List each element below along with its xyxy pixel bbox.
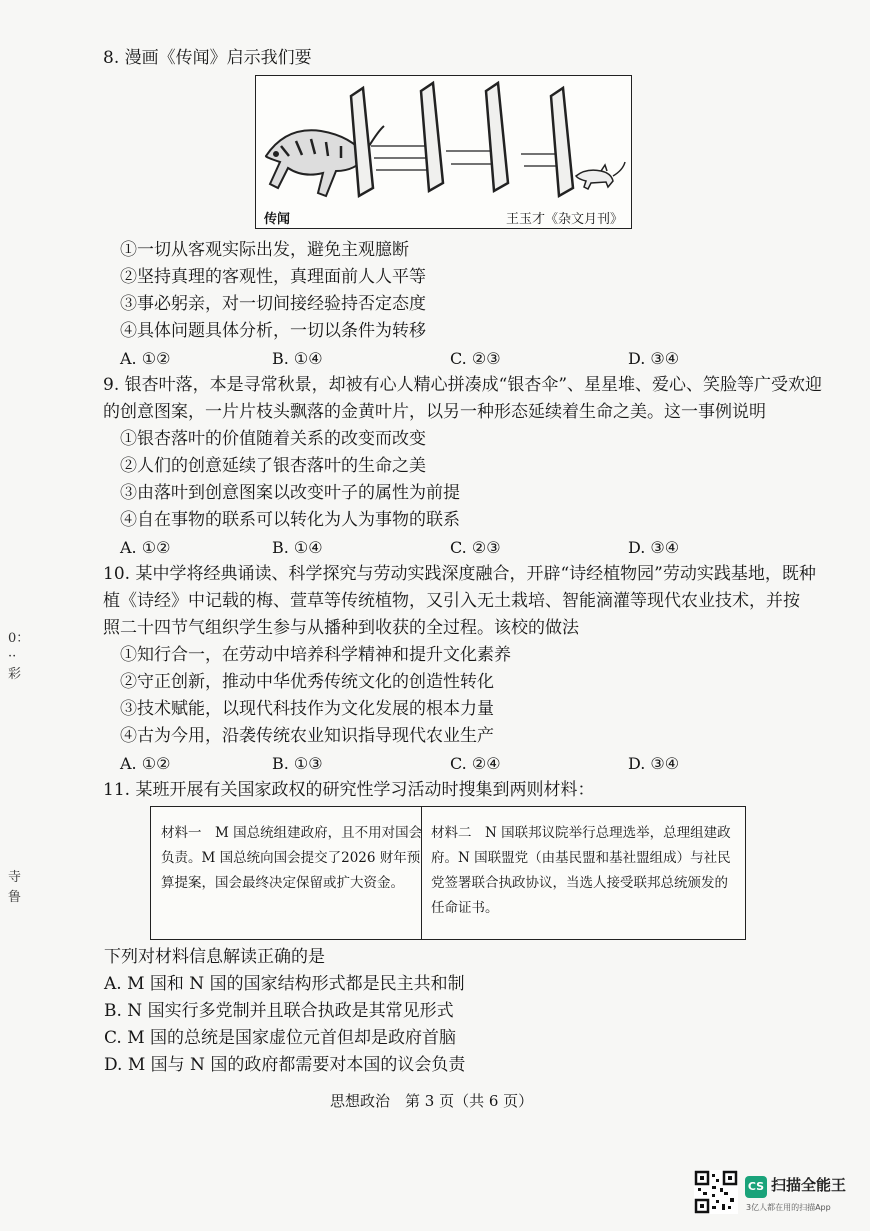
scanner-logo: CS <box>745 1176 767 1198</box>
q8-option-b: B. ①④ <box>272 349 323 368</box>
q9-option-b: B. ①④ <box>272 538 323 557</box>
cartoon-image <box>255 75 632 229</box>
q10-stem-line-3: 照二十四节气组织学生参与从播种到收获的全过程。该校的做法 <box>103 618 579 638</box>
cartoon-title: 传闻 <box>264 212 291 227</box>
q11-answer-d: D. M 国与 N 国的政府都需要对本国的议会负责 <box>104 1055 466 1075</box>
q10-stem-line-2: 植《诗经》中记载的梅、萱草等传统植物，又引入无土栽培、智能滴灌等现代农业技术，并按 <box>103 591 800 611</box>
page-footer: 思想政治 第 3 页（共 6 页） <box>330 1092 534 1110</box>
cartoon-credit: 王玉才《杂文月刊》 <box>505 212 623 227</box>
q8-item-2: ②坚持真理的客观性，真理面前人人平等 <box>120 267 426 287</box>
q8-item-4: ④具体问题具体分析，一切以条件为转移 <box>120 321 426 341</box>
scanner-tagline: 3亿人都在用的扫描App <box>746 1203 831 1212</box>
materials-divider <box>421 807 422 939</box>
q11-answer-a: A. M 国和 N 国的国家结构形式都是民主共和制 <box>104 974 465 994</box>
scanner-name: 扫描全能王 <box>771 1176 847 1194</box>
q9-item-4: ④自在事物的联系可以转化为人为事物的联系 <box>120 510 460 530</box>
q9-item-2: ②人们的创意延续了银杏落叶的生命之美 <box>120 456 426 476</box>
q8-option-a: A. ①② <box>120 349 171 368</box>
q8-option-c: C. ②③ <box>450 349 501 368</box>
q11-answer-b: B. N 国实行多党制并且联合执政是其常见形式 <box>104 1001 454 1021</box>
q11-answer-c: C. M 国的总统是国家虚位元首但却是政府首脑 <box>104 1028 457 1048</box>
q9-option-d: D. ③④ <box>628 538 680 557</box>
qr-code-icon <box>694 1170 738 1214</box>
q9-option-c: C. ②③ <box>450 538 501 557</box>
q9-item-3: ③由落叶到创意图案以改变叶子的属性为前提 <box>120 483 460 503</box>
q8-item-1: ①一切从客观实际出发，避免主观臆断 <box>120 240 409 260</box>
q10-item-4: ④古为今用，沿袭传统农业知识指导现代农业生产 <box>120 726 494 746</box>
materials-box <box>150 806 746 940</box>
q10-option-b: B. ①③ <box>272 754 323 773</box>
q11-prompt: 下列对材料信息解读正确的是 <box>104 947 325 967</box>
q11-stem: 11. 某班开展有关国家政权的研究性学习活动时搜集到两则材料： <box>103 780 595 800</box>
cartoon-drawing <box>256 76 631 228</box>
q10-item-3: ③技术赋能，以现代科技作为文化发展的根本力量 <box>120 699 494 719</box>
material-2: 材料二 N 国联邦议院举行总理选举，总理组建政府。N 国联盟党（由基民盟和基社盟组成）与社民党签署联合执政协议，当选人接受联邦总统颁发的任命证书。 <box>431 825 731 916</box>
q10-option-d: D. ③④ <box>628 754 680 773</box>
q8-option-d: D. ③④ <box>628 349 680 368</box>
q9-stem-line-2: 的创意图案，一片片枝头飘落的金黄叶片，以另一种形态延续着生命之美。这一事例说明 <box>103 402 766 422</box>
q9-stem-line-1: 9. 银杏叶落，本是寻常秋景，却被有心人精心拼凑成“银杏伞”、星星堆、爱心、笑脸等广受欢迎 <box>103 375 823 395</box>
q10-option-a: A. ①② <box>120 754 171 773</box>
q10-item-2: ②守正创新，推动中华优秀传统文化的创造性转化 <box>120 672 494 692</box>
material-1: 材料一 M 国总统组建政府，且不用对国会负责。M 国总统向国会提交了2026 财年预算提案，国会最终决定保留或扩大资金。 <box>161 825 423 891</box>
q9-item-1: ①银杏落叶的价值随着关系的改变而改变 <box>120 429 426 449</box>
q9-option-a: A. ①② <box>120 538 171 557</box>
q8-stem: 8. 漫画《传闻》启示我们要 <box>103 48 312 68</box>
q10-option-c: C. ②④ <box>450 754 501 773</box>
margin-mark-bottom: 寺 鲁 <box>8 870 22 905</box>
q8-item-3: ③事必躬亲，对一切间接经验持否定态度 <box>120 294 426 314</box>
margin-mark-top: 0：·· 彩 <box>8 631 23 682</box>
q10-item-1: ①知行合一，在劳动中培养科学精神和提升文化素养 <box>120 645 511 665</box>
q10-stem-line-1: 10. 某中学将经典诵读、科学探究与劳动实践深度融合，开辟“诗经植物园”劳动实践基地，既种 <box>103 564 816 584</box>
